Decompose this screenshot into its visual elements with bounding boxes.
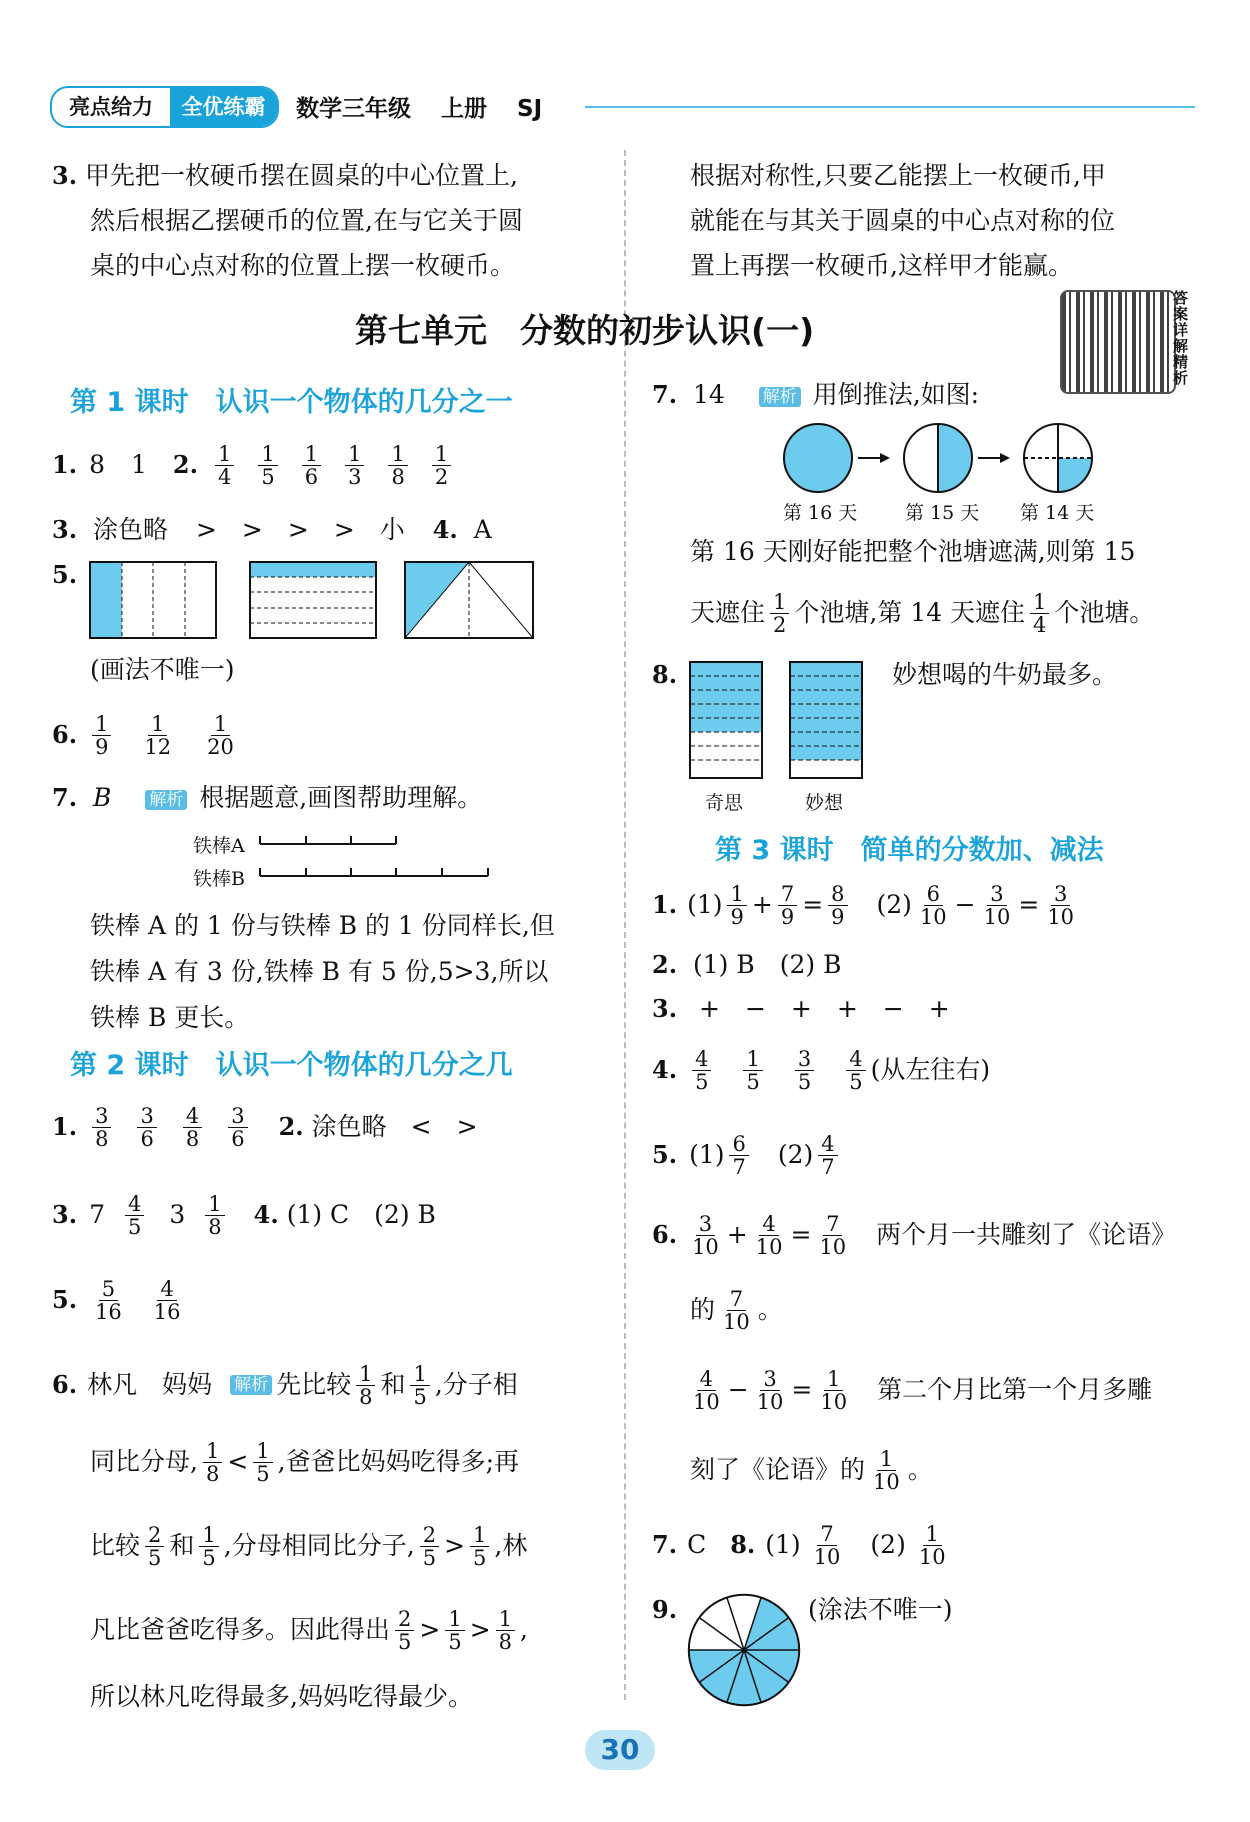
pond-caption-15: 第 15 天 [905, 502, 980, 524]
text: 先比较 [276, 1370, 352, 1399]
q-num: 2. [652, 950, 678, 979]
edition: SJ [517, 96, 543, 122]
rect-fifth [250, 562, 376, 638]
q-num: 3. [52, 515, 78, 544]
text-line: 所以林凡吃得最多,妈妈吃得最少。 [90, 1682, 473, 1711]
fraction-list [87, 713, 242, 758]
r-q8 [652, 660, 677, 690]
qr-code [1060, 290, 1176, 394]
text: 凡比爸爸吃得多。因此得出 [90, 1615, 391, 1644]
answer: (1) B (2) B [693, 950, 842, 979]
numerator: 1 [388, 443, 407, 466]
fraction: 7 9 [778, 883, 797, 928]
intro-right [690, 153, 1115, 288]
rect-figures [88, 560, 538, 642]
denominator: 5 [849, 1069, 863, 1094]
numerator: 1 [345, 443, 364, 466]
l1-q1q2 [52, 430, 456, 500]
fraction: 2 5 [145, 1524, 164, 1569]
text: < [227, 1447, 249, 1476]
fraction [92, 713, 111, 758]
answer: + − + + − + [699, 994, 950, 1023]
fraction: 7 10 [813, 1521, 841, 1569]
l1-q5-note: (画法不唯一) [90, 655, 235, 684]
intro-r3: 置上再摆一枚硬币,这样甲才能赢。 [690, 251, 1073, 280]
fraction [692, 1048, 711, 1093]
denominator: 5 [797, 1069, 812, 1094]
lesson2-title: 第 2 课时 认识一个物体的几分之几 [70, 1050, 513, 1081]
brand-left: 亮点给力 [69, 95, 153, 119]
text: , [520, 1615, 528, 1644]
fraction [183, 1105, 202, 1150]
fraction: 7 10 [819, 1211, 847, 1259]
l2-q1q2 [52, 1092, 478, 1162]
analysis-tag: 解析 [759, 387, 801, 407]
denominator: 5 [695, 1069, 709, 1094]
q-num: 5. [52, 1285, 78, 1314]
fraction: 4 10 [755, 1211, 783, 1259]
text: > [469, 1615, 491, 1644]
r-q8-text: 妙想喝的牛奶最多。 [892, 660, 1118, 689]
fraction: 4 10 [693, 1366, 720, 1414]
answer: 1 [130, 450, 147, 479]
denominator: 5 [746, 1069, 760, 1094]
rect-triangles [405, 562, 533, 638]
pond-caption-16: 第 16 天 [783, 502, 858, 524]
denominator: 6 [304, 464, 319, 489]
fraction [92, 1105, 111, 1150]
text-line: 铁棒 A 的 1 份与铁棒 B 的 1 份同样长,但 [90, 911, 555, 940]
explanation: 用倒推法,如图: [812, 380, 980, 409]
answer: B [93, 783, 112, 812]
numerator: 1 [302, 443, 321, 466]
fraction [151, 1278, 184, 1323]
pond-caption-14: 第 14 天 [1020, 502, 1095, 524]
denominator: 8 [391, 464, 405, 489]
text: 比较 [90, 1531, 141, 1560]
fraction: 1 4 [1030, 591, 1049, 636]
note: (从左往右) [870, 1055, 991, 1084]
answer: 8 [89, 450, 105, 479]
q-num: 1. [52, 450, 78, 479]
denominator: 20 [207, 734, 234, 759]
text: 和 [380, 1370, 406, 1399]
numerator: 1 [148, 713, 167, 736]
q-num: 3. [52, 161, 78, 190]
l2-q3q4 [52, 1180, 436, 1250]
numerator: 1 [432, 443, 451, 466]
fraction: 1 5 [445, 1608, 464, 1653]
l1-q6 [52, 700, 242, 770]
q-num: 8. [652, 660, 678, 689]
denominator: 2 [434, 464, 449, 489]
fraction-list [87, 1278, 188, 1323]
fraction [302, 443, 321, 488]
answer: (2) [870, 1530, 906, 1559]
q-num: 2. [278, 1112, 304, 1141]
fraction [795, 1048, 814, 1093]
numerator: 4 [692, 1048, 711, 1071]
fraction-list [687, 1048, 871, 1093]
answer: 3 [169, 1200, 186, 1229]
answer: 7 [89, 1200, 105, 1229]
q-num: 3. [52, 1200, 78, 1229]
answer: > > > > 小 [195, 515, 405, 544]
l3-q4 [652, 1035, 990, 1105]
fraction: 2 5 [420, 1524, 439, 1569]
milk-miaoxiang [790, 662, 862, 778]
fraction: 1 8 [356, 1363, 375, 1408]
answer: A [473, 515, 492, 544]
analysis-tag: 解析 [145, 790, 187, 810]
text: 。 [907, 1455, 933, 1484]
q-num: 5. [52, 560, 78, 589]
answer: 涂色略 [93, 515, 169, 544]
denominator: 8 [185, 1126, 200, 1151]
fraction: 1 10 [873, 1446, 900, 1494]
q-num: 4. [432, 515, 458, 544]
text: 两个月一共雕刻了《论语》 [876, 1220, 1177, 1249]
answer: (1) [689, 1140, 725, 1169]
numerator: 3 [228, 1105, 247, 1128]
numerator: 1 [215, 443, 234, 466]
fraction: 1 5 [410, 1363, 429, 1408]
denominator: 9 [95, 734, 109, 759]
fraction: 1 5 [199, 1524, 218, 1569]
denominator: 16 [95, 1299, 122, 1324]
bar-a-label: 铁棒A [193, 835, 245, 857]
l3-q5 [652, 1120, 843, 1190]
fraction: 2 5 [395, 1608, 414, 1653]
fraction: 1 8 [496, 1608, 515, 1653]
rect-quarter [90, 562, 216, 638]
fraction: 1 5 [253, 1440, 272, 1485]
text: 同比分母, [90, 1447, 198, 1476]
volume: 上册 [441, 96, 488, 122]
answer: 涂色略 [311, 1112, 387, 1141]
text: 和 [169, 1531, 195, 1560]
fraction-list [87, 1105, 253, 1150]
numerator: 3 [92, 1105, 111, 1128]
q-num: 5. [652, 1140, 678, 1169]
q-num: 3. [652, 994, 678, 1023]
l3-q1: 1. (1) 1 9 + 7 9 = 8 9 (2) 6 10 − 3 10 = 3 10 [652, 870, 1082, 940]
numerator: 1 [211, 713, 230, 736]
text: > [444, 1531, 466, 1560]
text: 天遮住 [690, 598, 766, 627]
fraction: 3 10 [756, 1366, 784, 1414]
subject: 数学三年级 [296, 96, 411, 122]
numerator: 1 [743, 1048, 762, 1071]
intro-left [52, 153, 523, 288]
r-q7-l2 [690, 578, 1154, 648]
text: ,分母相同比分子, [223, 1531, 415, 1560]
numerator: 4 [157, 1278, 176, 1301]
denominator: 6 [231, 1126, 245, 1151]
text-line: 铁棒 A 有 3 份,铁棒 B 有 5 份,5>3,所以 [90, 957, 549, 986]
milk-caption-miaoxiang: 妙想 [805, 792, 844, 814]
fraction [137, 1105, 156, 1150]
fraction: 1 10 [918, 1521, 946, 1569]
denominator: 12 [144, 734, 172, 759]
fraction: 8 9 [828, 883, 847, 928]
l1-q7-text [90, 903, 555, 1041]
fraction [743, 1048, 762, 1093]
q-num: 8. [730, 1530, 756, 1559]
text: 刻了《论语》的 [690, 1455, 866, 1484]
l3-q9-note: (涂法不唯一) [808, 1595, 953, 1624]
q-num: 6. [652, 1220, 678, 1249]
answer: (2) [777, 1140, 814, 1169]
fraction [846, 1048, 865, 1093]
fraction: 3 10 [1047, 881, 1075, 929]
fraction: 1 10 [820, 1366, 848, 1414]
fraction [215, 443, 234, 488]
fraction [92, 1278, 125, 1323]
fraction: 6 10 [919, 881, 947, 929]
denominator: 4 [217, 464, 232, 489]
answer: (1) C (2) B [286, 1200, 436, 1229]
bar-b-label: 铁棒B [193, 868, 245, 890]
answer: 14 [693, 380, 725, 409]
intro-r1: 根据对称性,只要乙能摆上一枚硬币,甲 [690, 161, 1106, 190]
answer: 林凡 妈妈 [87, 1370, 213, 1399]
fraction: 3 10 [692, 1211, 719, 1259]
text: 的 [690, 1295, 716, 1324]
fraction [345, 443, 364, 488]
q-num: 4. [652, 1055, 678, 1084]
l3-q7q8 [652, 1510, 954, 1580]
denominator: 3 [348, 464, 362, 489]
text: 。 [757, 1295, 783, 1324]
denominator: 16 [153, 1299, 181, 1324]
numerator: 1 [92, 713, 111, 736]
column-divider [624, 150, 626, 1700]
denominator: 8 [95, 1126, 109, 1151]
l3-q9 [652, 1595, 677, 1625]
fraction: 1 8 [203, 1440, 222, 1485]
pond-diagram [780, 420, 1100, 500]
text: > [419, 1615, 441, 1644]
denominator: 5 [261, 464, 275, 489]
text: 个池塘,第 14 天遮住 [794, 598, 1026, 627]
analysis-tag: 解析 [230, 1375, 272, 1395]
fraction: 1 9 [727, 883, 746, 928]
q-num: 7. [652, 1530, 678, 1559]
circle-tenths [684, 1590, 804, 1710]
fraction-list [210, 443, 456, 488]
brand-right: 全优练霸 [170, 88, 277, 126]
answer: < > [410, 1112, 478, 1141]
header-subject [296, 90, 542, 123]
text: 第二个月比第一个月多雕 [877, 1375, 1153, 1404]
answer: (2) [876, 890, 912, 919]
intro-r2: 就能在与其关于圆桌的中心点对称的位 [690, 206, 1116, 235]
text-line: 铁棒 B 更长。 [90, 1003, 250, 1032]
q-num: 4. [253, 1200, 279, 1229]
intro-l2: 然后根据乙摆硬币的位置,在与它关于圆 [90, 206, 523, 235]
l3-q6: 6. 3 10 + 4 10 = 7 10 两个月一共雕刻了《论语》 的 7 10 。 4 10 − 3 10 = 1 10 第二个月比第一个月多雕 刻了《论语》的 1 10 。 [652, 1211, 1177, 1494]
q-num: 6. [52, 720, 78, 749]
l2-q6 [52, 1350, 528, 1722]
fraction [141, 713, 174, 758]
l1-q3q4 [52, 515, 492, 545]
fraction [228, 1105, 247, 1150]
numerator: 5 [99, 1278, 118, 1301]
milk-diagram [688, 660, 868, 782]
fraction: 1 8 [205, 1193, 224, 1238]
fraction: 1 2 [770, 591, 789, 636]
fraction [388, 443, 407, 488]
text: 个池塘。 [1054, 598, 1155, 627]
l3-q3 [652, 994, 950, 1024]
denominator: 6 [140, 1126, 154, 1151]
intro-l3: 桌的中心点对称的位置上摆一枚硬币。 [90, 251, 516, 280]
l2-q5 [52, 1265, 189, 1335]
numerator: 4 [183, 1105, 202, 1128]
fraction [204, 713, 237, 758]
numerator: 3 [795, 1048, 814, 1071]
q-num: 9. [652, 1595, 678, 1624]
fraction: 1 5 [470, 1524, 489, 1569]
milk-caption-qisi: 奇思 [705, 792, 744, 814]
numerator: 3 [137, 1105, 156, 1128]
bar-diagram [258, 830, 498, 890]
fraction: 7 10 [723, 1286, 750, 1334]
answer: C [687, 1530, 707, 1559]
lesson3-title: 第 3 课时 简单的分数加、减法 [715, 835, 1104, 866]
fraction: 4 7 [818, 1133, 837, 1178]
l1-q7 [52, 783, 482, 813]
r-q7-l1: 第 16 天刚好能把整个池塘遮满,则第 15 [690, 537, 1136, 566]
milk-qisi [690, 662, 762, 778]
fraction [258, 443, 277, 488]
fraction: 6 7 [729, 1133, 748, 1178]
answer: (1) [687, 890, 723, 919]
numerator: 4 [846, 1048, 865, 1071]
q-num: 7. [652, 380, 678, 409]
qr-label: 答案详解精析 [1173, 289, 1189, 387]
text: ,林 [494, 1531, 528, 1560]
q-num: 2. [172, 450, 198, 479]
q-num: 1. [52, 1112, 78, 1141]
q-num: 1. [652, 890, 678, 919]
l3-q2 [652, 950, 841, 980]
text: ,爸爸比妈妈吃得多;再 [277, 1447, 520, 1476]
fraction: 4 5 [125, 1193, 144, 1238]
fraction: 3 10 [983, 881, 1011, 929]
explanation: 根据题意,画图帮助理解。 [199, 783, 483, 812]
lesson1-title: 第 1 课时 认识一个物体的几分之一 [70, 387, 513, 418]
r-q7 [652, 380, 979, 410]
page-number: 30 [600, 1733, 640, 1766]
q-num: 6. [52, 1370, 78, 1399]
numerator: 1 [258, 443, 277, 466]
answer: (1) [765, 1530, 801, 1559]
header-rule [585, 106, 1195, 108]
q-num: 7. [52, 783, 78, 812]
l1-q5 [52, 560, 77, 590]
header-brand [50, 86, 279, 128]
unit-title: 第七单元 分数的初步认识(一) [355, 311, 815, 350]
intro-l1: 甲先把一枚硬币摆在圆桌的中心位置上, [85, 161, 518, 190]
text: ,分子相 [434, 1370, 518, 1399]
fraction [432, 443, 451, 488]
